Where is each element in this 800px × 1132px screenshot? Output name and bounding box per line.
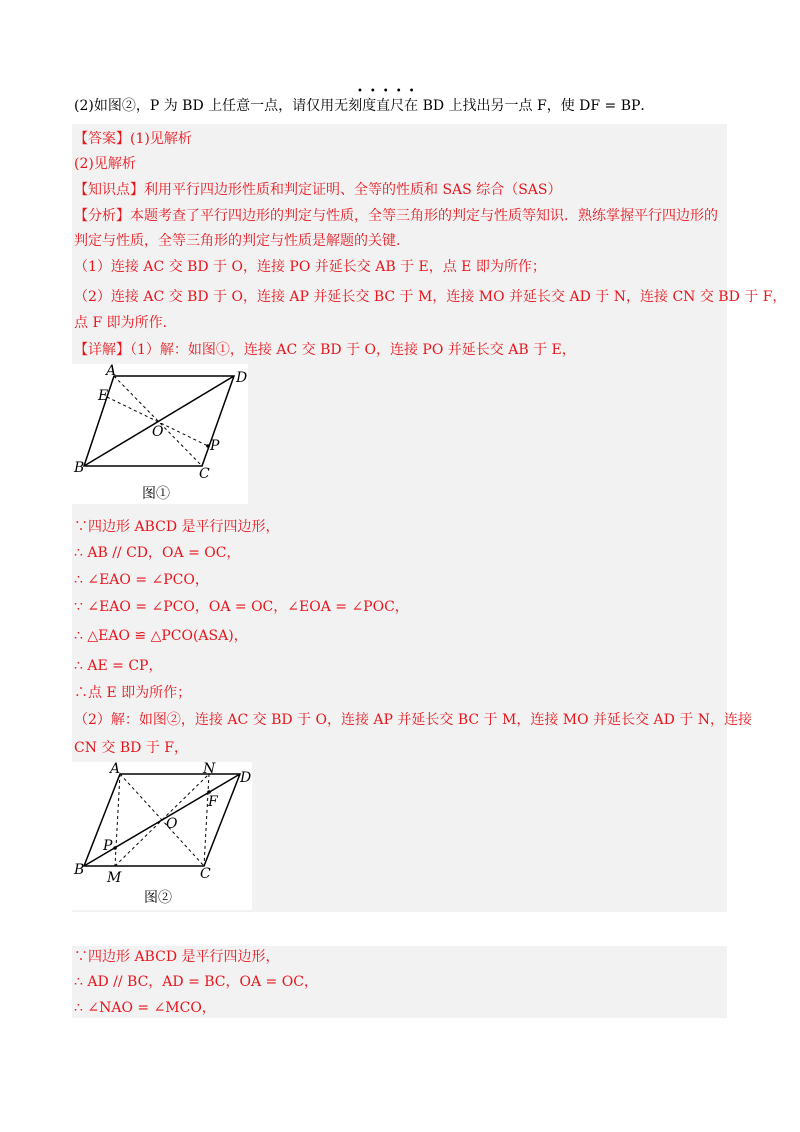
figure-2-caption: 图② <box>144 890 172 906</box>
label-c: C <box>200 866 211 882</box>
proof1-line-6: ∴ AE = CP， <box>74 658 163 674</box>
label-a: A <box>106 364 117 379</box>
label-b: B <box>74 862 85 878</box>
label-n: N <box>203 762 216 777</box>
proof1-line-5: ∴ △EAO ≌ △PCO(ASA)， <box>74 628 248 644</box>
label-e: E <box>98 388 109 404</box>
label-p: P <box>210 438 220 454</box>
label-b: B <box>74 460 85 476</box>
answer-line-2: (2)见解析 <box>74 156 136 172</box>
answer-line-1: 【答案】(1)见解析 <box>74 131 192 147</box>
figure-2 <box>72 762 252 910</box>
proof1-line-7: ∴点 E 即为所作； <box>74 685 192 701</box>
analysis-line-1: 【分析】本题考查了平行四边形的判定与性质，全等三角形的判定与性质等知识．熟练掌握平行四边形的 <box>74 208 718 224</box>
proof1-line-4: ∵ ∠EAO = ∠PCO，OA = OC，∠EOA = ∠POC， <box>74 599 409 615</box>
label-a: A <box>110 762 121 777</box>
parallelogram-diagram-1 <box>72 364 248 504</box>
detail2-line-2: CN 交 BD 于 F， <box>74 740 188 756</box>
parallelogram-diagram-2 <box>72 762 252 910</box>
label-m: M <box>107 870 122 886</box>
label-o: O <box>166 816 178 832</box>
analysis-line-5: 点 F 即为所作． <box>74 315 177 331</box>
question-text: (2)如图②，P 为 BD 上任意一点，请仅用无刻度直尺在 BD 上找出另一点 F，使 DF = BP． <box>74 98 655 114</box>
detail-line-1: 【详解】（1）解：如图①，连接 AC 交 BD 于 O，连接 PO 并延长交 AB 于 E， <box>74 342 576 358</box>
analysis-line-2: 判定与性质，全等三角形的判定与性质是解题的关键． <box>74 233 410 249</box>
figure-1-caption: 图① <box>142 486 170 502</box>
label-d: D <box>240 770 252 786</box>
proof1-line-2: ∴ AB // CD，OA = OC， <box>74 545 241 561</box>
line-cn <box>204 774 209 866</box>
label-d: D <box>236 370 248 386</box>
analysis-line-3: （1）连接 AC 交 BD 于 O，连接 PO 并延长交 AB 于 E，点 E 即为所作； <box>74 259 546 275</box>
diagonal-ac <box>120 774 204 866</box>
proof2-line-1: ∵四边形 ABCD 是平行四边形， <box>74 949 280 965</box>
proof1-line-1: ∵四边形 ABCD 是平行四边形， <box>74 519 280 535</box>
figure-1 <box>72 364 248 504</box>
analysis-line-4: （2）连接 AC 交 BD 于 O，连接 AP 并延长交 BC 于 M，连接 MO 并延长交 AD 于 N，连接 CN 交 BD 于 F， <box>74 289 787 305</box>
label-f: F <box>208 794 218 810</box>
label-p: P <box>103 838 113 854</box>
proof2-line-3: ∴ ∠NAO = ∠MCO， <box>74 1000 216 1016</box>
label-c: C <box>199 466 210 482</box>
emphasis-dots: ••••• <box>357 86 422 97</box>
line-ap-m <box>115 774 120 866</box>
label-o: O <box>152 424 164 440</box>
proof2-line-2: ∴ AD // BC，AD = BC，OA = OC， <box>74 974 318 990</box>
diagonal-ac <box>114 376 202 466</box>
detail2-line-1: （2）解：如图②，连接 AC 交 BD 于 O，连接 AP 并延长交 BC 于 M，连接 MO 并延长交 AD 于 N，连接 <box>74 712 752 728</box>
knowledge-point: 【知识点】利用平行四边形性质和判定证明、全等的性质和 SAS 综合（SAS） <box>74 182 562 198</box>
proof1-line-3: ∴ ∠EAO = ∠PCO， <box>74 572 209 588</box>
